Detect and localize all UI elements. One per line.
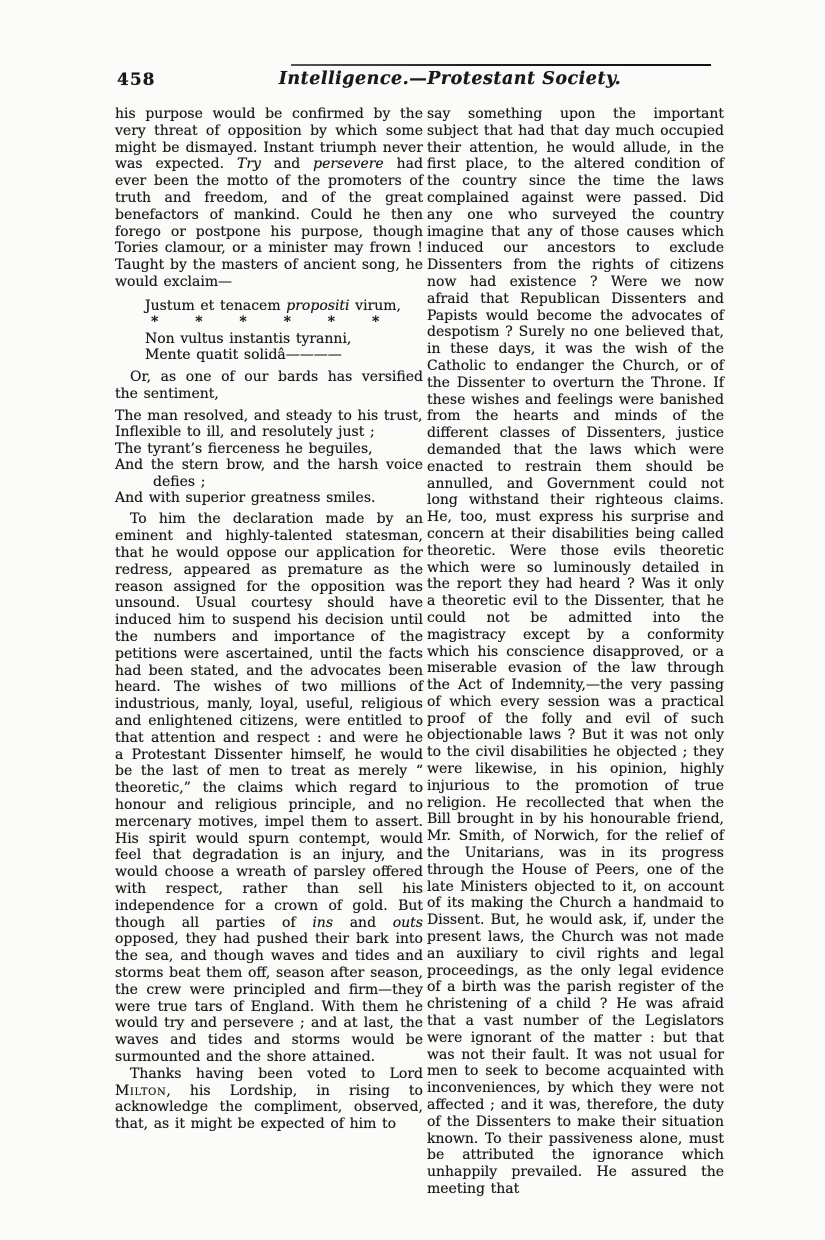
- english-verse-line: [115, 457, 423, 490]
- text-run: Thanks having been voted to Lord: [130, 1065, 423, 1082]
- text-run: say something upon the important subject that had that day much occupied their attention, he would allude, in the first place, to the altered condition of the country since the time the laws complained against were passed. Did any one who surveyed the country imagine that any of those causes which induced our ancestors to exclude Dissenters from the rights of citizens now had existence ? Were we now afraid that Republican Dissenters and Papists would become the advocates of despotism ? Surely no one believed that, in these days, it was the wish of the Catholic to endanger the Church, or of the Dissenter to overturn the Throne. If these wishes and feelings were banished from the hearts and minds of the different classes of Dissenters, justice demanded that the laws which were enacted to restrain them should be annulled, and Government could not long withstand their righteous claims. He, too, must express his surprise and concern at their disabilities being called theoretic. Were those evils theoretic which were so luminously detailed in the report they had heard ? Was it only a theoretic evil to the Dissenter, that he could not be admitted into the magistracy except by a conformity which his conscience disapproved, or a miserable evasion of the law through the Act of Indemnity,—the very passing of which every session was a practical proof of the folly and evil of such objectionable laws ? But it was not only to the civil disabilities he objected ; they were likewise, in his opinion, highly injurious to the promotion of true religion. He recollected that when the Bill brought in by his honourable friend, Mr. Smith, of Norwich, for the relief of the Unitarians, was in its progress through the House of Peers, one of the late Ministers objected to it, on account of its making the Church a handmaid to Dissent. But, he would ask, if, under the present laws, the Church was not made an auxiliary to civil rights and legal proceedings, as the only legal evidence of a birth was the parish register of the christening of a child ? He was afraid that a vast number of the Legislators were ignorant of the matter : but that was not their fault. It was not usual for men to seek to become acquainted with inconveniences, by which they were not affected ; and it was, therefore, the duty of the Dissenters to make their situation known. To their passiveness alone, must be attributed the ignorance which unhappily prevailed. He assured the meeting that: [427, 106, 724, 1197]
- english-verse-line: [115, 408, 423, 424]
- italic-text: ins: [312, 914, 334, 931]
- text-run: Or, as one of our bards has versified the sentiment,: [115, 369, 423, 403]
- text-run: his purpose would be confirmed by the very threat of opposition by which some might be dismayed. Instant triumph never was expected.: [115, 106, 423, 173]
- english-verse-line: [115, 490, 423, 506]
- english-verse-line: [115, 441, 423, 457]
- page-number: 458: [117, 70, 156, 90]
- latin-verse-line: [145, 331, 423, 347]
- text-run: Justum et tenacem: [145, 297, 287, 314]
- text-run: The man resolved, and steady to his trust,: [115, 407, 423, 424]
- right-column: [427, 106, 724, 1198]
- paragraph: [115, 1066, 423, 1133]
- italic-text: Try: [236, 156, 261, 173]
- paragraph: [115, 106, 423, 291]
- text-run: virum,: [349, 297, 402, 314]
- text-run: and: [333, 914, 393, 931]
- running-title: Intelligence.—Protestant Society.: [278, 69, 622, 89]
- latin-verse-line: [145, 347, 423, 363]
- text-run: , his Lordship, in rising to acknowledge the compliment, observed, that, as it might be expected of him to: [115, 1082, 423, 1133]
- small-caps-text: Milton: [115, 1082, 167, 1099]
- text-run: And with superior greatness smiles.: [115, 490, 376, 506]
- text-run: had ever been the motto of the promoters of truth and freedom, and of the great benefactors of mankind. Could he then forego or postpone his purpose, though Tories clamour, or a minister may frown ! Taught by the masters of ancient song, he would exclaim—: [115, 156, 423, 290]
- text-run: and: [260, 156, 314, 173]
- italic-text: propositi: [286, 297, 350, 314]
- paragraph: [115, 511, 423, 1065]
- text-run: The tyrant’s fierceness he beguiles,: [115, 440, 373, 457]
- latin-verse-line: [145, 298, 423, 314]
- text-run: * * * * * *: [151, 313, 380, 330]
- text-run: Inflexible to ill, and resolutely just ;: [115, 424, 375, 441]
- header-rule: [291, 64, 711, 66]
- text-run: Mente quatit solidâ————: [145, 347, 342, 364]
- text-run: And the stern brow, and the harsh voice defies ;: [115, 457, 423, 490]
- paragraph: [115, 369, 423, 403]
- left-column: [115, 106, 423, 1133]
- text-run: To him the declaration made by an eminent and highly-talented statesman, that he would oppose our application for redress, appeared as premature as the reason assigned for the opposition was unsound. Usual courtesy should have induced him to suspend his decision until the numbers and importance of the petitions were ascertained, until the facts had been stated, and the advocates been heard. The wishes of two millions of industrious, manly, loyal, useful, religious and enlightened citizens, were entitled to that attention and respect : and were he a Protestant Dissenter himself, he would be the last of men to treat as merely “ theoretic,” the claims which regard to honour and religious principle, and no mercenary motives, impel them to assert. His spirit would spurn contempt, would feel that degradation is an injury, and would choose a wreath of parsley offered with respect, rather than sell his independence for a crown of gold. But though all parties of: [115, 511, 423, 931]
- text-run: Non vultus instantis tyranni,: [145, 330, 352, 347]
- english-verse-line: [115, 424, 423, 440]
- italic-text: outs: [392, 914, 423, 931]
- asterisk-separator: [151, 315, 423, 330]
- italic-text: persevere: [313, 156, 384, 173]
- text-run: opposed, they had pushed their bark into the sea, and though waves and tides and storms beat them off, season after season, the crew were principled and firm—they were true tars of England. With them he would try and persevere ; and at last, the waves and tides and storms would be surmounted and the shore attained.: [115, 931, 423, 1065]
- paragraph: [427, 106, 724, 1198]
